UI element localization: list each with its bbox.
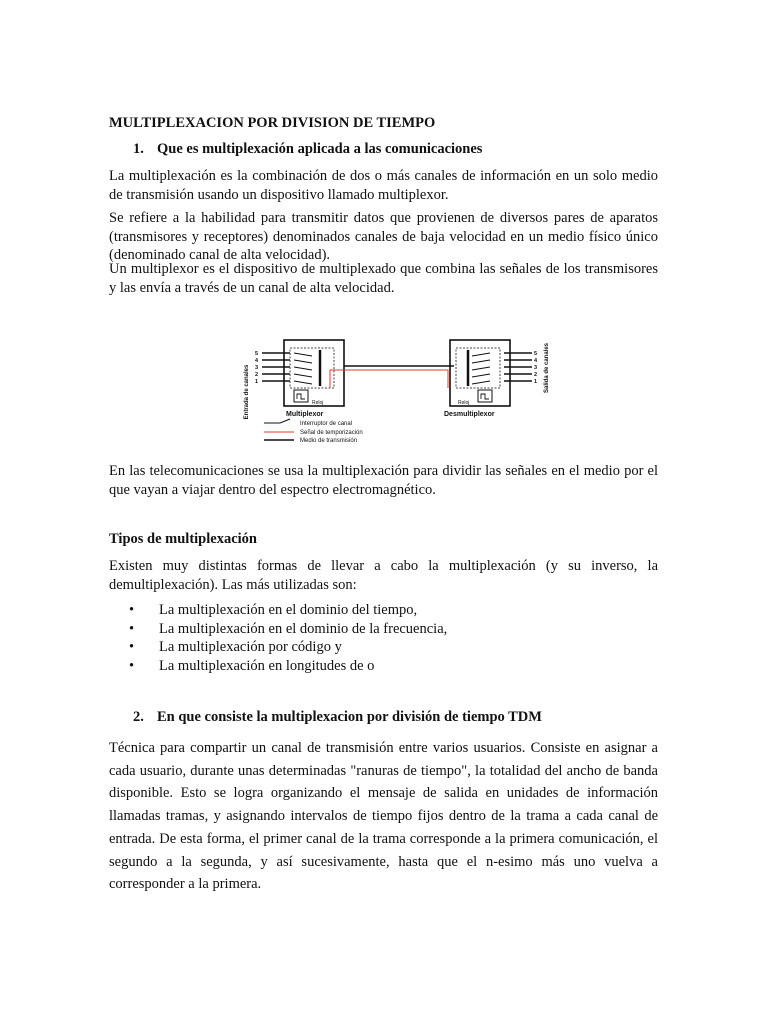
bullet-icon: •: [129, 620, 135, 637]
channel-number-left: 4: [255, 358, 259, 364]
left-side-label: Entrada de canales: [244, 364, 250, 420]
channel-number-right: 3: [534, 365, 538, 371]
channel-number-left: 1: [255, 379, 259, 385]
list-item: • La multiplexación en el dominio del tiempo,: [129, 602, 418, 618]
list-item: • La multiplexación en el dominio de la frecuencia,: [129, 620, 448, 637]
channel-number-left: 3: [255, 365, 259, 371]
legend-label: Interruptor de canal: [300, 421, 353, 427]
channel-switch-icon: [294, 353, 312, 356]
diagram-legend: [264, 419, 363, 442]
multiplexing-types-list: [109, 601, 447, 675]
demultiplexor-label: Desmultiplexor: [444, 411, 495, 418]
paragraph-forms: Existen muy distintas formas de llevar a cabo la multiplexación (y su inverso, la demultiplexación). Las más utilizadas son:: [109, 558, 658, 593]
tipos-heading: Tipos de multiplexación: [109, 531, 257, 547]
channel-number-left: 5: [255, 351, 259, 357]
paragraph-ability: Se refiere a la habilidad para transmitir datos que provienen de diversos pares de aparatos (transmisores y receptores) denominados canales de baja velocidad en un medio físico único (denominado canal de alta velocidad).: [109, 210, 658, 263]
channel-number-right: 2: [534, 372, 538, 378]
section-2-number: 2.: [133, 709, 144, 725]
section-1-number: 1.: [133, 141, 144, 157]
channel-number-right: 1: [534, 379, 538, 385]
document-title: MULTIPLEXACION POR DIVISION DE TIEMPO: [109, 115, 436, 131]
channel-switch-icon: [472, 374, 490, 377]
channel-switch-icon: [472, 367, 490, 370]
section-2-heading-text: En que consiste la multiplexacion por división de tiempo TDM: [157, 709, 542, 725]
channel-number-right: 4: [534, 358, 538, 364]
bullet-icon: •: [129, 602, 135, 618]
channel-number-left: 2: [255, 372, 259, 378]
section-1-heading: [133, 141, 482, 158]
channel-number-right: 5: [534, 351, 538, 357]
legend-label: Medio de transmisión: [300, 438, 358, 442]
channel-switch-icon: [294, 367, 312, 370]
section-1-heading-text: Que es multiplexación aplicada a las comunicaciones: [157, 141, 483, 157]
demultiplexor-switch-area: [456, 348, 500, 388]
channel-switch-icon: [472, 353, 490, 356]
paragraph-telecom: En las telecomunicaciones se usa la multiplexación para dividir las señales en el medio por el que vayan a viajar dentro del espectro electromagnético.: [109, 463, 658, 498]
bullet-icon: •: [129, 657, 135, 674]
multiplexor-box: [284, 340, 344, 406]
channel-switch-icon: [472, 360, 490, 363]
clock-label-right: Reloj: [458, 400, 470, 406]
channel-switch-icon: [472, 381, 490, 384]
demultiplexor-box: [450, 340, 510, 406]
clock-label-left: Reloj: [312, 400, 324, 406]
bullet-icon: •: [129, 639, 135, 655]
channel-switch-icon: [294, 374, 312, 377]
timing-signal-line: [330, 370, 448, 388]
legend-label: Señal de temporización: [300, 430, 363, 436]
section-2-heading: [133, 709, 542, 726]
multiplexor-diagram: [242, 330, 554, 442]
channel-switch-icon: [294, 360, 312, 363]
paragraph-definition: La multiplexación es la combinación de dos o más canales de información en un solo medio de transmisión usando un dispositivo llamado multiplexor.: [109, 168, 658, 203]
paragraph-multiplexor: Un multiplexor es el dispositivo de multiplexado que combina las señales de los transmisores y las envía a través de un canal de alta velocidad.: [109, 261, 658, 296]
list-item: • La multiplexación en longitudes de o: [129, 657, 375, 674]
right-side-label: Salida de canales: [544, 342, 550, 394]
multiplexor-switch-area: [290, 348, 334, 388]
paragraph-tdm: Técnica para compartir un canal de transmisión entre varios usuarios. Consiste en asignar a cada usuario, durante unas determinadas "ranuras de tiempo", la totalidad del ancho de banda disponible. Esto se logra organizando el mensaje de salida en unidades de información llamadas tramas, y asignando intervalos de tiempo fijos dentro de la trama a cada canal de entrada. De esta forma, el primer canal de la trama corresponde a la primera comunicación, el segundo a la segunda, y así sucesivamente, hasta que el n-esimo más uno vuelva a corresponder a la primera.: [109, 740, 658, 893]
channel-switch-icon: [294, 381, 312, 384]
list-item: • La multiplexación por código y: [129, 639, 342, 655]
multiplexor-label: Multiplexor: [286, 411, 324, 418]
